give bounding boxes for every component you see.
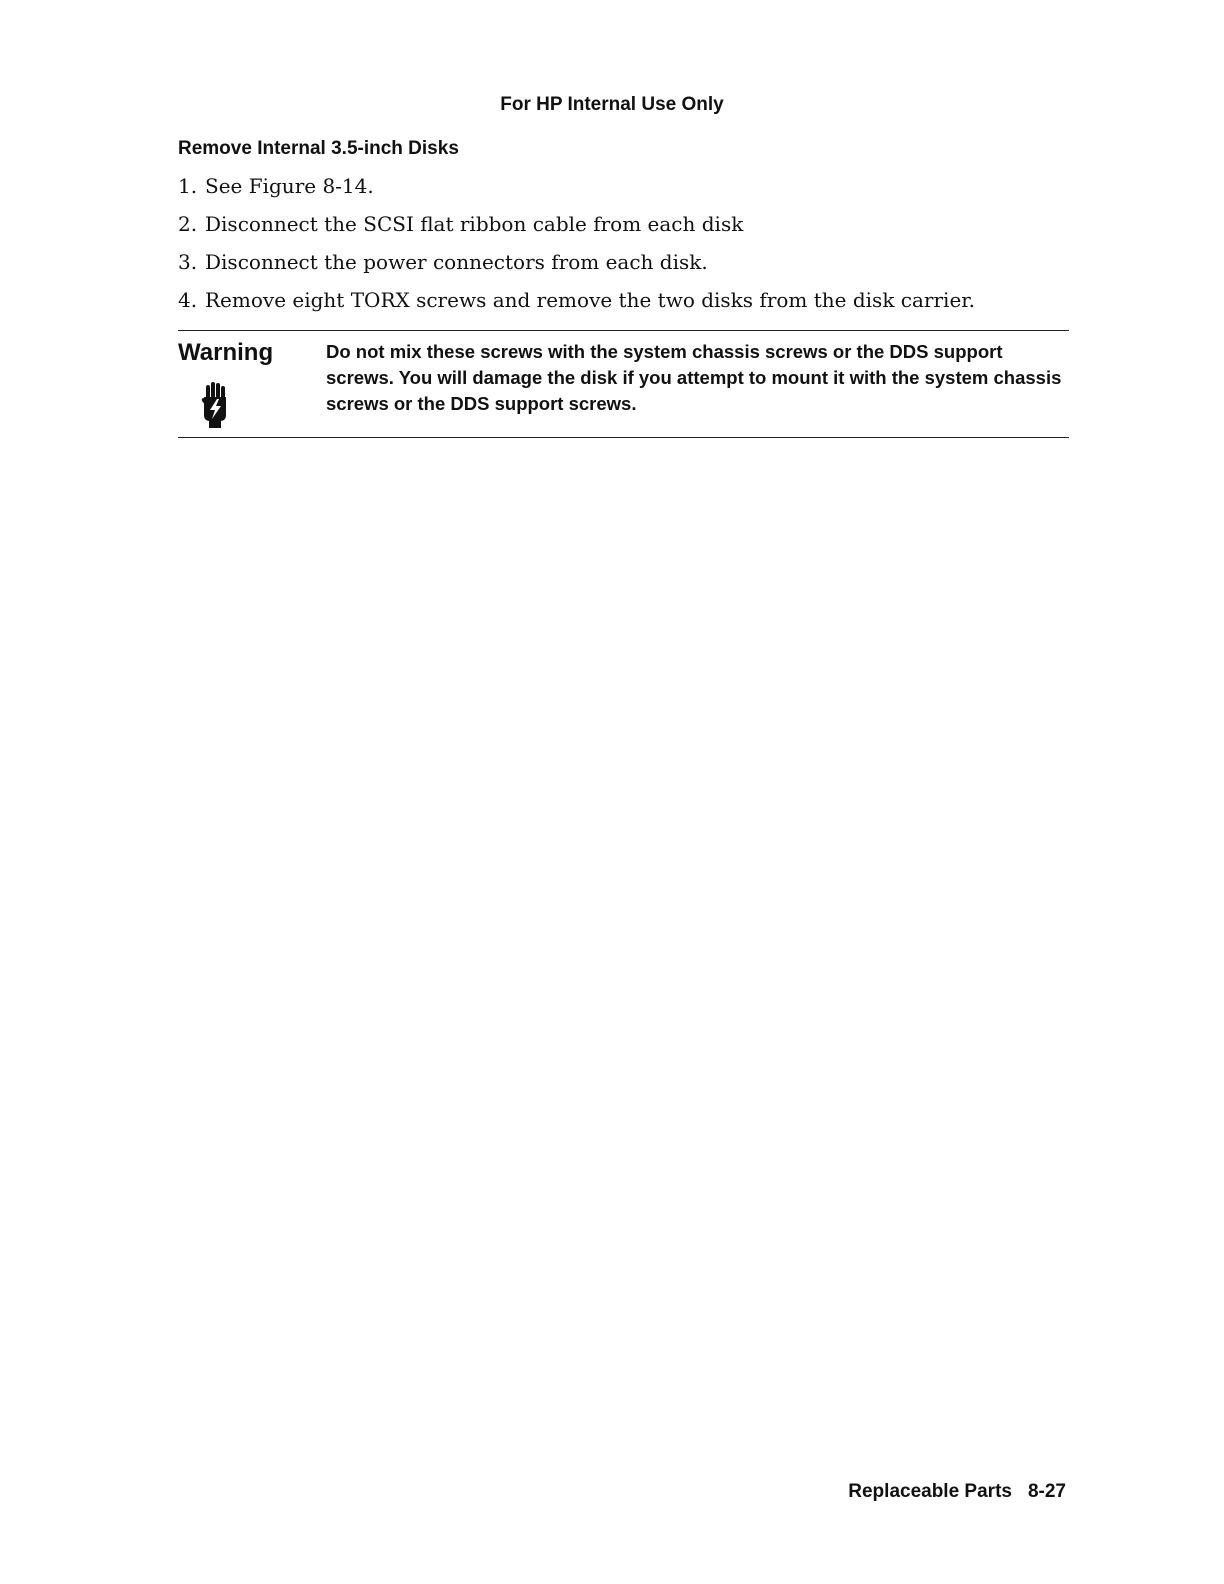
footer-section-name: Replaceable Parts bbox=[848, 1481, 1012, 1502]
section-title: Remove Internal 3.5-inch Disks bbox=[178, 138, 459, 159]
warning-callout bbox=[178, 330, 1069, 438]
step-text: Disconnect the SCSI flat ribbon cable from each disk bbox=[205, 212, 744, 236]
step-number: 1. bbox=[178, 174, 198, 198]
step-item bbox=[178, 210, 1068, 248]
step-text: See Figure 8-14. bbox=[205, 174, 374, 198]
step-item bbox=[178, 286, 1068, 324]
page-header: For HP Internal Use Only bbox=[500, 94, 724, 115]
step-number: 3. bbox=[178, 250, 198, 274]
page-number: 8-27 bbox=[1027, 1481, 1066, 1502]
page-footer bbox=[848, 1481, 1066, 1503]
warning-text: Do not mix these screws with the system chassis screws or the DDS support screws. You will damage the disk if you attempt to mount it with the system chassis screws or the DDS support screws. bbox=[326, 341, 1062, 414]
step-number: 2. bbox=[178, 212, 198, 236]
step-item bbox=[178, 172, 1068, 210]
step-item bbox=[178, 248, 1068, 286]
step-number: 4. bbox=[178, 288, 198, 312]
warning-label: Warning bbox=[178, 339, 274, 366]
step-text: Disconnect the power connectors from each disk. bbox=[205, 250, 708, 274]
step-text: Remove eight TORX screws and remove the two disks from the disk carrier. bbox=[205, 288, 975, 312]
procedure-steps bbox=[178, 172, 1068, 324]
hand-shock-icon bbox=[200, 381, 230, 429]
